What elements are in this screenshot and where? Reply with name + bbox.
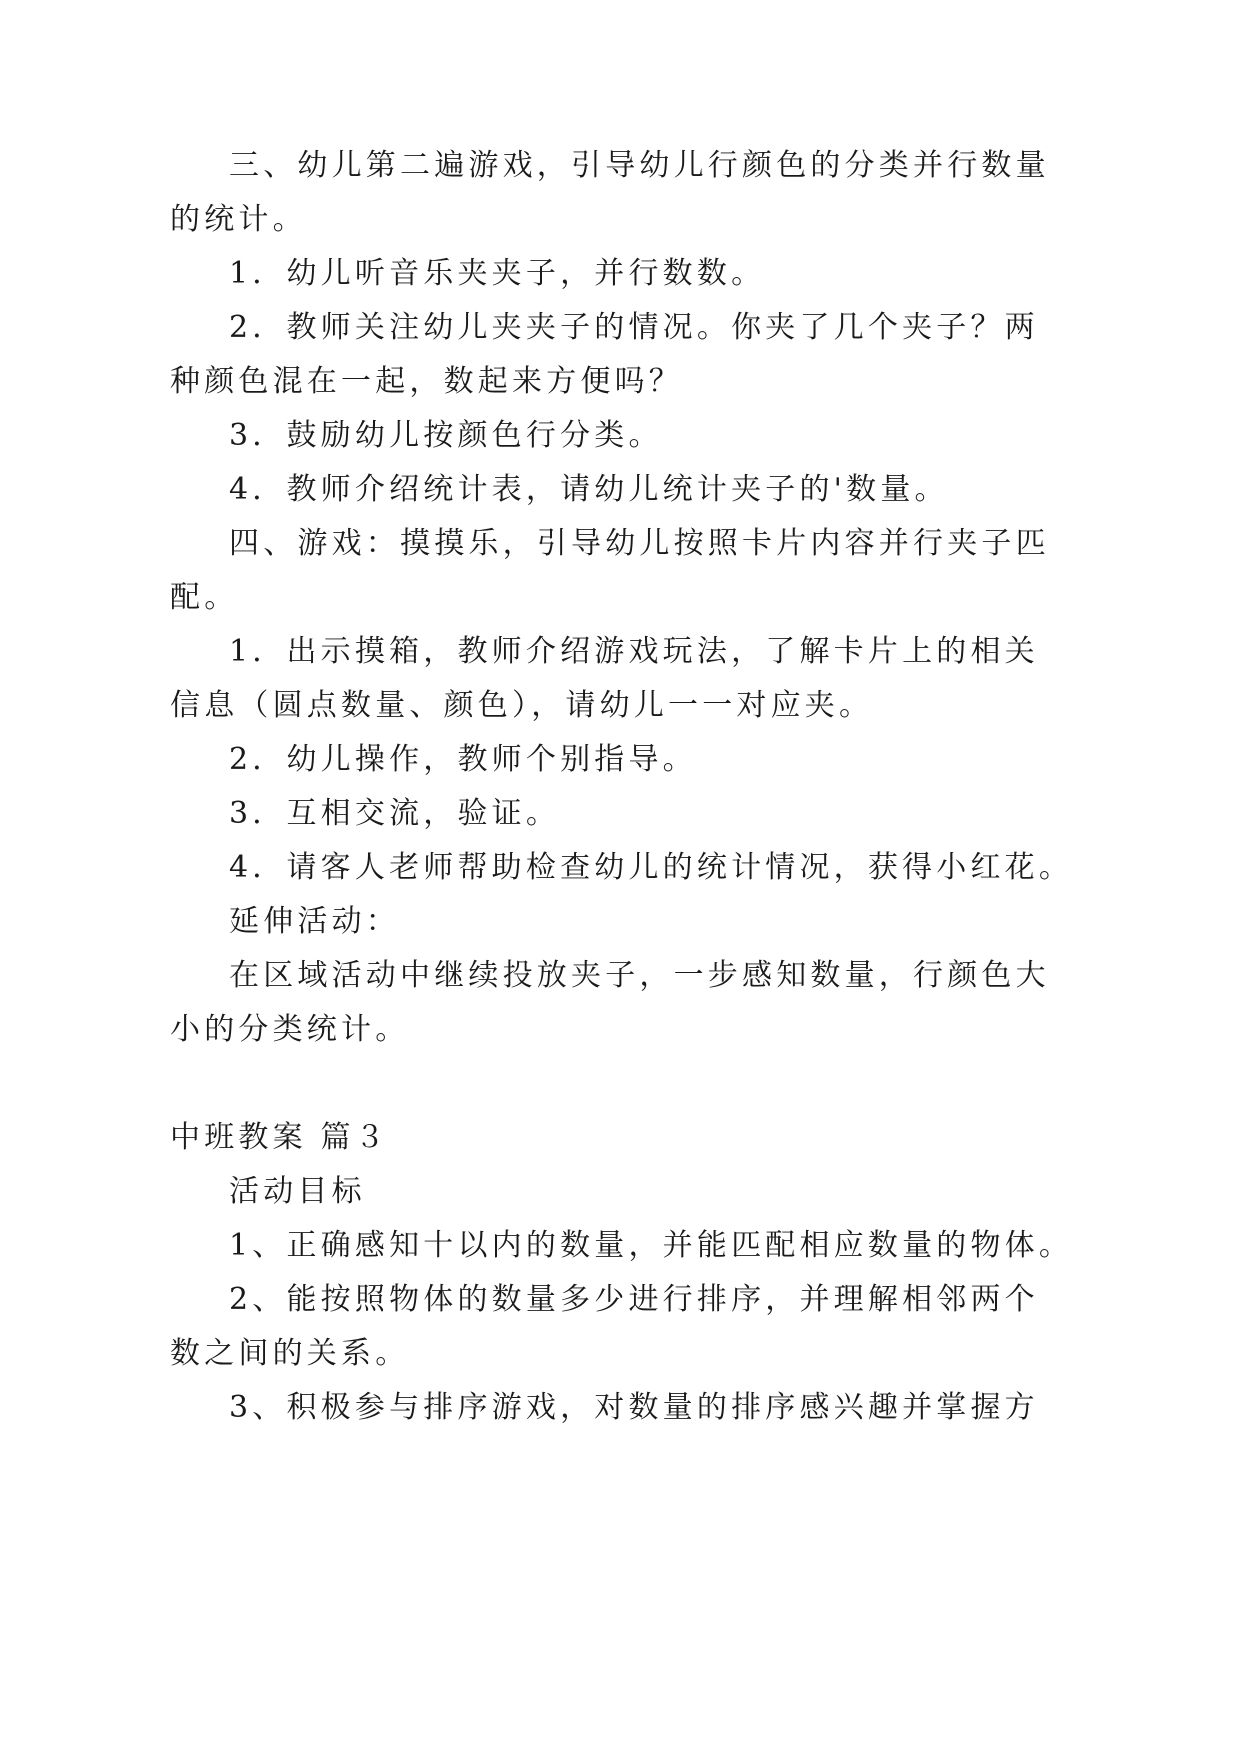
paragraph-line: 小的分类统计。 [170,1012,410,1047]
paragraph-line: 2．教师关注幼儿夹夹子的情况。你夹了几个夹子？两 [229,310,1039,345]
paragraph-line: 种颜色混在一起，数起来方便吗？ [170,364,683,399]
paragraph-line: 的统计。 [170,202,307,237]
paragraph-line: 2、能按照物体的数量多少进行排序，并理解相邻两个 [229,1282,1039,1317]
paragraph-line: 四、游戏：摸摸乐，引导幼儿按照卡片内容并行夹子匹 [229,526,1050,561]
paragraph-line: 1．出示摸箱，教师介绍游戏玩法，了解卡片上的相关 [229,634,1039,669]
paragraph-line: 4．请客人老师帮助检查幼儿的统计情况，获得小红花。 [229,850,1074,885]
section-heading: 中班教案 篇３ [170,1120,389,1155]
paragraph-line: 1．幼儿听音乐夹夹子，并行数数。 [229,256,766,291]
paragraph-line: 延伸活动： [229,904,400,939]
paragraph-line: 4．教师介绍统计表，请幼儿统计夹子的'数量。 [229,472,949,507]
paragraph-line: 三、幼儿第二遍游戏，引导幼儿行颜色的分类并行数量 [229,148,1050,183]
subheading: 活动目标 [229,1174,366,1209]
paragraph-line: 3．鼓励幼儿按颜色行分类。 [229,418,663,453]
paragraph-line: 配。 [170,580,239,615]
paragraph-line: 在区域活动中继续投放夹子，一步感知数量，行颜色大 [229,958,1050,993]
paragraph-line: 3、积极参与排序游戏，对数量的排序感兴趣并掌握方 [229,1390,1039,1425]
paragraph-line: 数之间的关系。 [170,1336,410,1371]
paragraph-line: 2．幼儿操作，教师个别指导。 [229,742,697,777]
paragraph-line: 3．互相交流，验证。 [229,796,561,831]
paragraph-line: 1、正确感知十以内的数量，并能匹配相应数量的物体。 [229,1228,1074,1263]
paragraph-line: 信息（圆点数量、颜色），请幼儿一一对应夹。 [170,688,874,723]
